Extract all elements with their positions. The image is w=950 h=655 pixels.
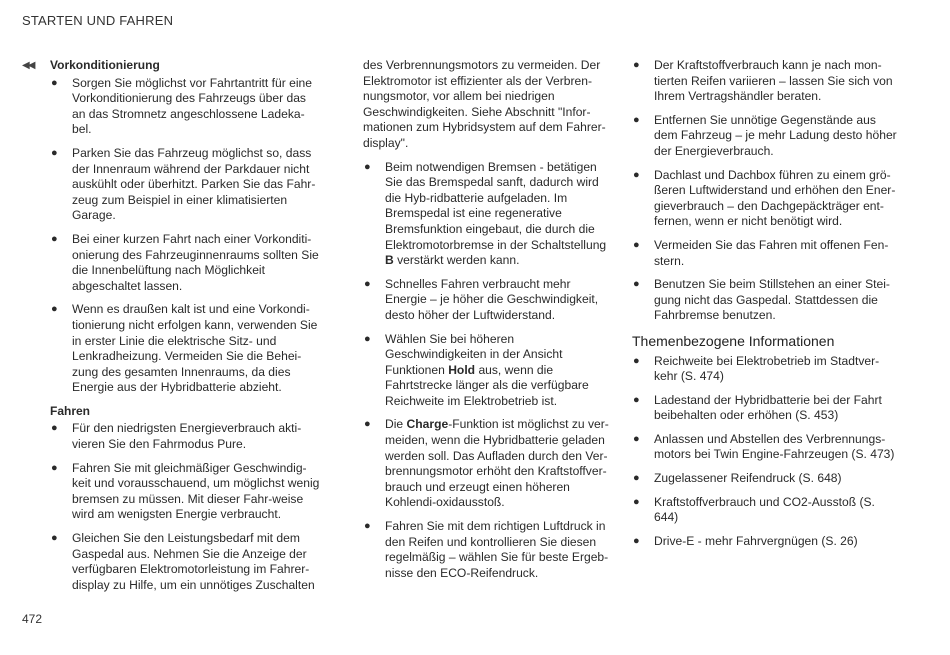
related-topic-link[interactable]: ● Drive-E - mehr Fahrvergnügen (S. 26) (633, 533, 858, 548)
column-1 (22, 58, 320, 601)
bullet-icon: ● (51, 461, 58, 474)
continued-paragraph: des Verbrennungsmotors zu vermeiden. Der Elektromotor ist effizienter als der Verbren-nungsmotor, vor allem bei niedrigen Geschwindigkeiten. Siehe Abschnitt "Infor-mationen zum Hybridsystem auf dem Fahrer-display". (363, 58, 606, 150)
bullet-icon: ● (633, 113, 640, 126)
list-item: ● Benutzen Sie beim Stillstehen an einer Stei-gung nicht das Gaspedal. Stattdessen die Fahrbremse benutzen. (633, 277, 890, 323)
list-item: ● Dachlast und Dachbox führen zu einem grö-ßeren Luftwiderstand und erhöhen den Ener-gieverbrauch – den Dachgepäckträger ent-fernen, wenn er nicht benötigt wird. (633, 167, 896, 229)
column-3 (632, 58, 900, 557)
bullet-list (632, 58, 900, 324)
bullet-icon: ● (633, 168, 640, 181)
related-topic-link[interactable]: ● Kraftstoffverbrauch und CO2-Ausstoß (S. 644) (633, 494, 875, 525)
bullet-list (50, 76, 320, 396)
bullet-icon: ● (633, 472, 640, 485)
section-title: Fahren (50, 403, 91, 418)
bullet-list (50, 421, 320, 593)
list-item: ● Fahren Sie mit dem richtigen Luftdruck in den Reifen und kontrollieren Sie diesen regelmäßig – wählen Sie für beste Ergeb-nisse den ECO-Reifendruck. (364, 519, 609, 580)
list-item: ● Vermeiden Sie das Fahren mit offenen Fen-stern. (633, 237, 889, 268)
column-2 (363, 58, 613, 589)
bullet-icon: ● (633, 59, 640, 71)
list-item: ● Für den niedrigsten Energieverbrauch akti-vieren Sie den Fahrmodus Pure. (51, 421, 302, 452)
bullet-icon: ● (633, 278, 640, 291)
list-item: ● Parken Sie das Fahrzeug möglichst so, dass der Innenraum während der Parkdauer nicht auskühlt oder überhitzt. Parken Sie das Fahr-zeug zum Beispiel in einer klimatisierten Garage. (51, 145, 316, 223)
bullet-list (363, 160, 613, 582)
continued-arrows-icon: ◀◀ (22, 60, 34, 71)
list-item: ● Gleichen Sie den Leistungsbedarf mit dem Gaspedal aus. Nehmen Sie die Anzeige der verfügbaren Elektromotorleistung im Fahrer-display zu Hilfe, um ein unnötiges Zuschalten (51, 531, 315, 592)
bullet-icon: ● (364, 332, 371, 345)
list-item: ● Wählen Sie bei höheren Geschwindigkeiten in der Ansicht Funktionen Hold aus, wenn die Fahrtstrecke länger als die verfügbare Reichweite im Elektrobetrieb ist. (364, 331, 589, 408)
page-number: 472 (22, 612, 43, 626)
bullet-icon: ● (51, 76, 58, 89)
list-item: ● Die Charge-Funktion ist möglichst zu ver-meiden, wenn die Hybridbatterie geladen werden soll. Das Aufladen durch den Ver-brennungsmotor erhöht den Kraftstoffver-brauch und erzeugt einen höheren Kohlendi-oxidausstoß. (364, 417, 609, 510)
list-item: ● Fahren Sie mit gleichmäßiger Geschwindig-keit und vorausschauend, um möglichst wenig bremsen zu müssen. Mit dieser Fahr-weise wird am wenigsten Energie verbraucht. (51, 460, 320, 522)
list-item: ● Sorgen Sie möglichst vor Fahrtantritt für eine Vorkonditionierung des Fahrzeugs über das an das Stromnetz angeschlossene Ladeka-bel. (51, 75, 312, 137)
related-topic-link[interactable]: ● Anlassen und Abstellen des Verbrennungs-motors bei Twin Engine-Fahrzeugen (S. 473) (633, 431, 895, 462)
related-topic-link[interactable]: ● Zugelassener Reifendruck (S. 648) (633, 471, 842, 486)
bullet-icon: ● (633, 393, 640, 406)
bullet-icon: ● (633, 432, 640, 445)
list-item: ● Wenn es draußen kalt ist und eine Vorkondi-tionierung nicht erfolgen kann, verwenden Sie in erster Linie die elektrische Sitz- und Lenkradheizung. Vermeiden Sie die Behei-zung des gesamten Innenraums, da dies Energie aus der Hybridbatterie abzieht. (51, 302, 318, 395)
bullet-icon: ● (364, 277, 371, 290)
bullet-icon: ● (51, 532, 58, 545)
bullet-icon: ● (51, 303, 58, 316)
list-item: ● Der Kraftstoffverbrauch kann je nach mon-tierten Reifen variieren – lassen Sie sich von Ihrem Vertragshändler beraten. (633, 58, 893, 104)
bullet-icon: ● (51, 422, 58, 435)
bullet-icon: ● (633, 238, 640, 251)
bullet-icon: ● (633, 495, 640, 508)
bullet-icon: ● (51, 146, 58, 159)
section-title: Vorkonditionierung (50, 58, 160, 72)
related-topic-link[interactable]: ● Ladestand der Hybridbatterie bei der Fahrt beibehalten oder erhöhen (S. 453) (633, 392, 882, 423)
page-header: STARTEN UND FAHREN (22, 13, 174, 28)
section-vorkonditionierung (22, 58, 320, 74)
list-item: ● Beim notwendigen Bremsen - betätigen Sie das Bremspedal sanft, dadurch wird die Hyb-ridbatterie aufgeladen. Im Bremspedal ist eine regenerative Bremsfunktion eingebaut, die durch die Elektromotorbremse in der Schaltstellung B verstärkt werden kann. (364, 159, 607, 268)
bullet-icon: ● (633, 534, 640, 547)
bullet-icon: ● (364, 520, 371, 533)
bullet-icon: ● (364, 160, 371, 173)
related-topic-link[interactable]: ● Reichweite bei Elektrobetrieb im Stadtver-kehr (S. 474) (633, 353, 880, 384)
list-item: ● Schnelles Fahren verbraucht mehr Energie – je höher die Geschwindigkeit, desto höher der Luftwiderstand. (364, 276, 599, 322)
bullet-icon: ● (364, 418, 371, 431)
list-item: ● Bei einer kurzen Fahrt nach einer Vorkonditi-onierung des Fahrzeuginnenraums sollten Sie die Innenbelüftung nach Möglichkeit abgeschaltet lassen. (51, 231, 319, 293)
related-topics-list (632, 354, 900, 550)
bullet-icon: ● (51, 232, 58, 245)
list-item: ● Entfernen Sie unnötige Gegenstände aus dem Fahrzeug – je mehr Ladung desto höher der Energieverbrauch. (633, 112, 897, 158)
bullet-icon: ● (633, 354, 640, 367)
related-topics-title: Themenbezogene Informationen (632, 332, 835, 349)
